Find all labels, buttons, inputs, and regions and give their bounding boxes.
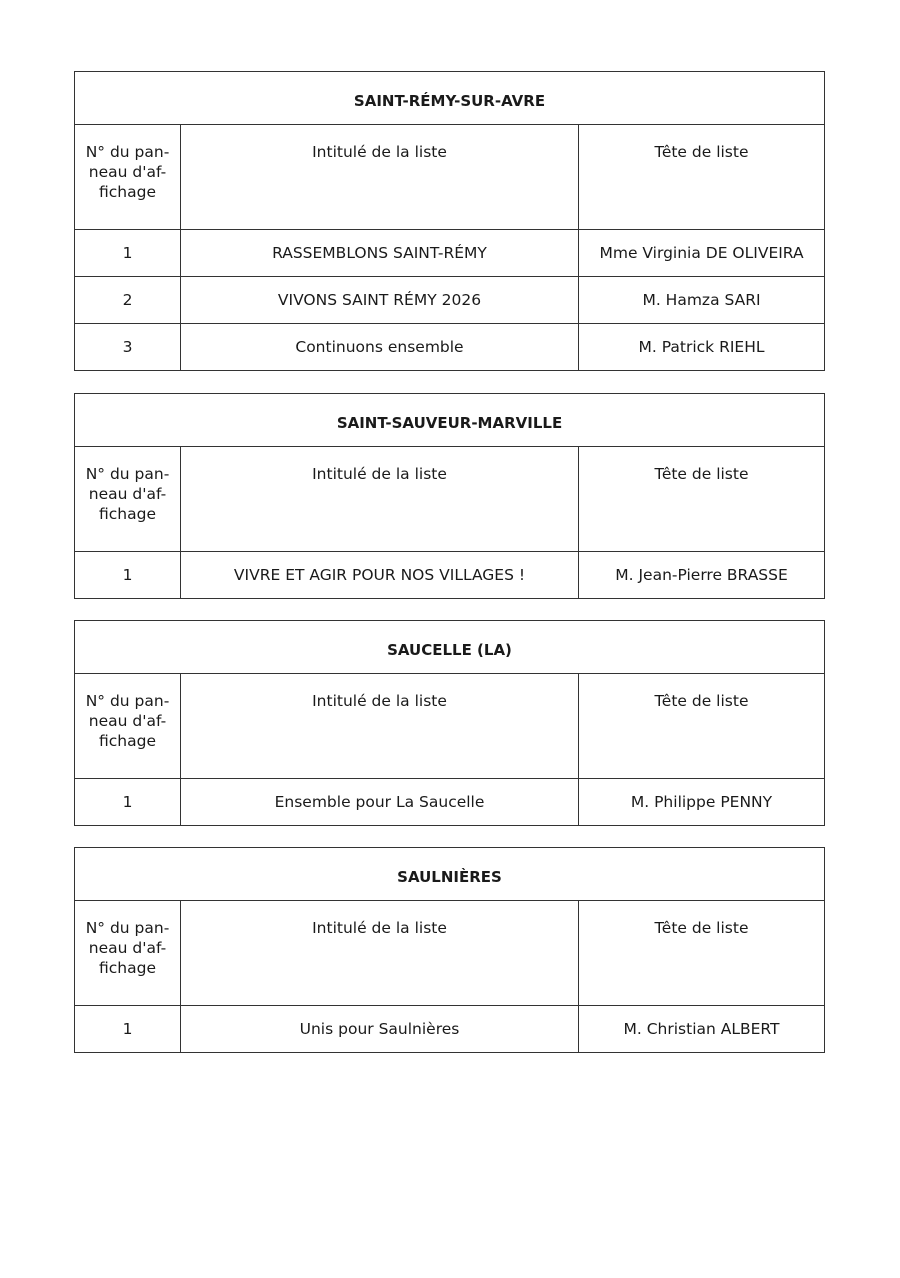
commune-table-saulnieres — [74, 847, 825, 1053]
table-row — [75, 1006, 825, 1053]
list-leader: M. Philippe PENNY — [579, 779, 825, 826]
list-leader: M. Jean-Pierre BRASSE — [579, 552, 825, 599]
list-title: RASSEMBLONS SAINT-RÉMY — [181, 230, 579, 277]
table-row — [75, 324, 825, 371]
table-row — [75, 277, 825, 324]
table-row — [75, 779, 825, 826]
list-leader: M. Patrick RIEHL — [579, 324, 825, 371]
list-title-header: Intitulé de la liste — [181, 447, 579, 552]
panel-number: 1 — [75, 552, 181, 599]
list-title-header: Intitulé de la liste — [181, 901, 579, 1006]
panel-number-header: N° du pan- neau d'af- fichage — [75, 125, 181, 230]
list-title-header: Intitulé de la liste — [181, 125, 579, 230]
panel-number-header: N° du pan- neau d'af- fichage — [75, 901, 181, 1006]
list-leader: M. Hamza SARI — [579, 277, 825, 324]
list-title: Continuons ensemble — [181, 324, 579, 371]
list-leader-header: Tête de liste — [579, 447, 825, 552]
table-row — [75, 230, 825, 277]
commune-title: SAULNIÈRES — [75, 848, 825, 901]
list-title: VIVRE ET AGIR POUR NOS VILLAGES ! — [181, 552, 579, 599]
panel-number-header: N° du pan- neau d'af- fichage — [75, 447, 181, 552]
commune-title: SAINT-RÉMY-SUR-AVRE — [75, 72, 825, 125]
list-title: Unis pour Saulnières — [181, 1006, 579, 1053]
list-leader-header: Tête de liste — [579, 901, 825, 1006]
list-title: Ensemble pour La Saucelle — [181, 779, 579, 826]
panel-number: 1 — [75, 779, 181, 826]
list-leader-header: Tête de liste — [579, 125, 825, 230]
list-leader: M. Christian ALBERT — [579, 1006, 825, 1053]
panel-number: 2 — [75, 277, 181, 324]
list-title-header: Intitulé de la liste — [181, 674, 579, 779]
panel-number: 1 — [75, 230, 181, 277]
commune-table-saucelle — [74, 620, 825, 826]
panel-number-header: N° du pan- neau d'af- fichage — [75, 674, 181, 779]
list-leader: Mme Virginia DE OLIVEIRA — [579, 230, 825, 277]
commune-title: SAUCELLE (LA) — [75, 621, 825, 674]
commune-table-saint-sauveur-marville — [74, 393, 825, 599]
list-title: VIVONS SAINT RÉMY 2026 — [181, 277, 579, 324]
commune-table-saint-remy-sur-avre — [74, 71, 825, 371]
table-row — [75, 552, 825, 599]
commune-title: SAINT-SAUVEUR-MARVILLE — [75, 394, 825, 447]
list-leader-header: Tête de liste — [579, 674, 825, 779]
panel-number: 3 — [75, 324, 181, 371]
panel-number: 1 — [75, 1006, 181, 1053]
